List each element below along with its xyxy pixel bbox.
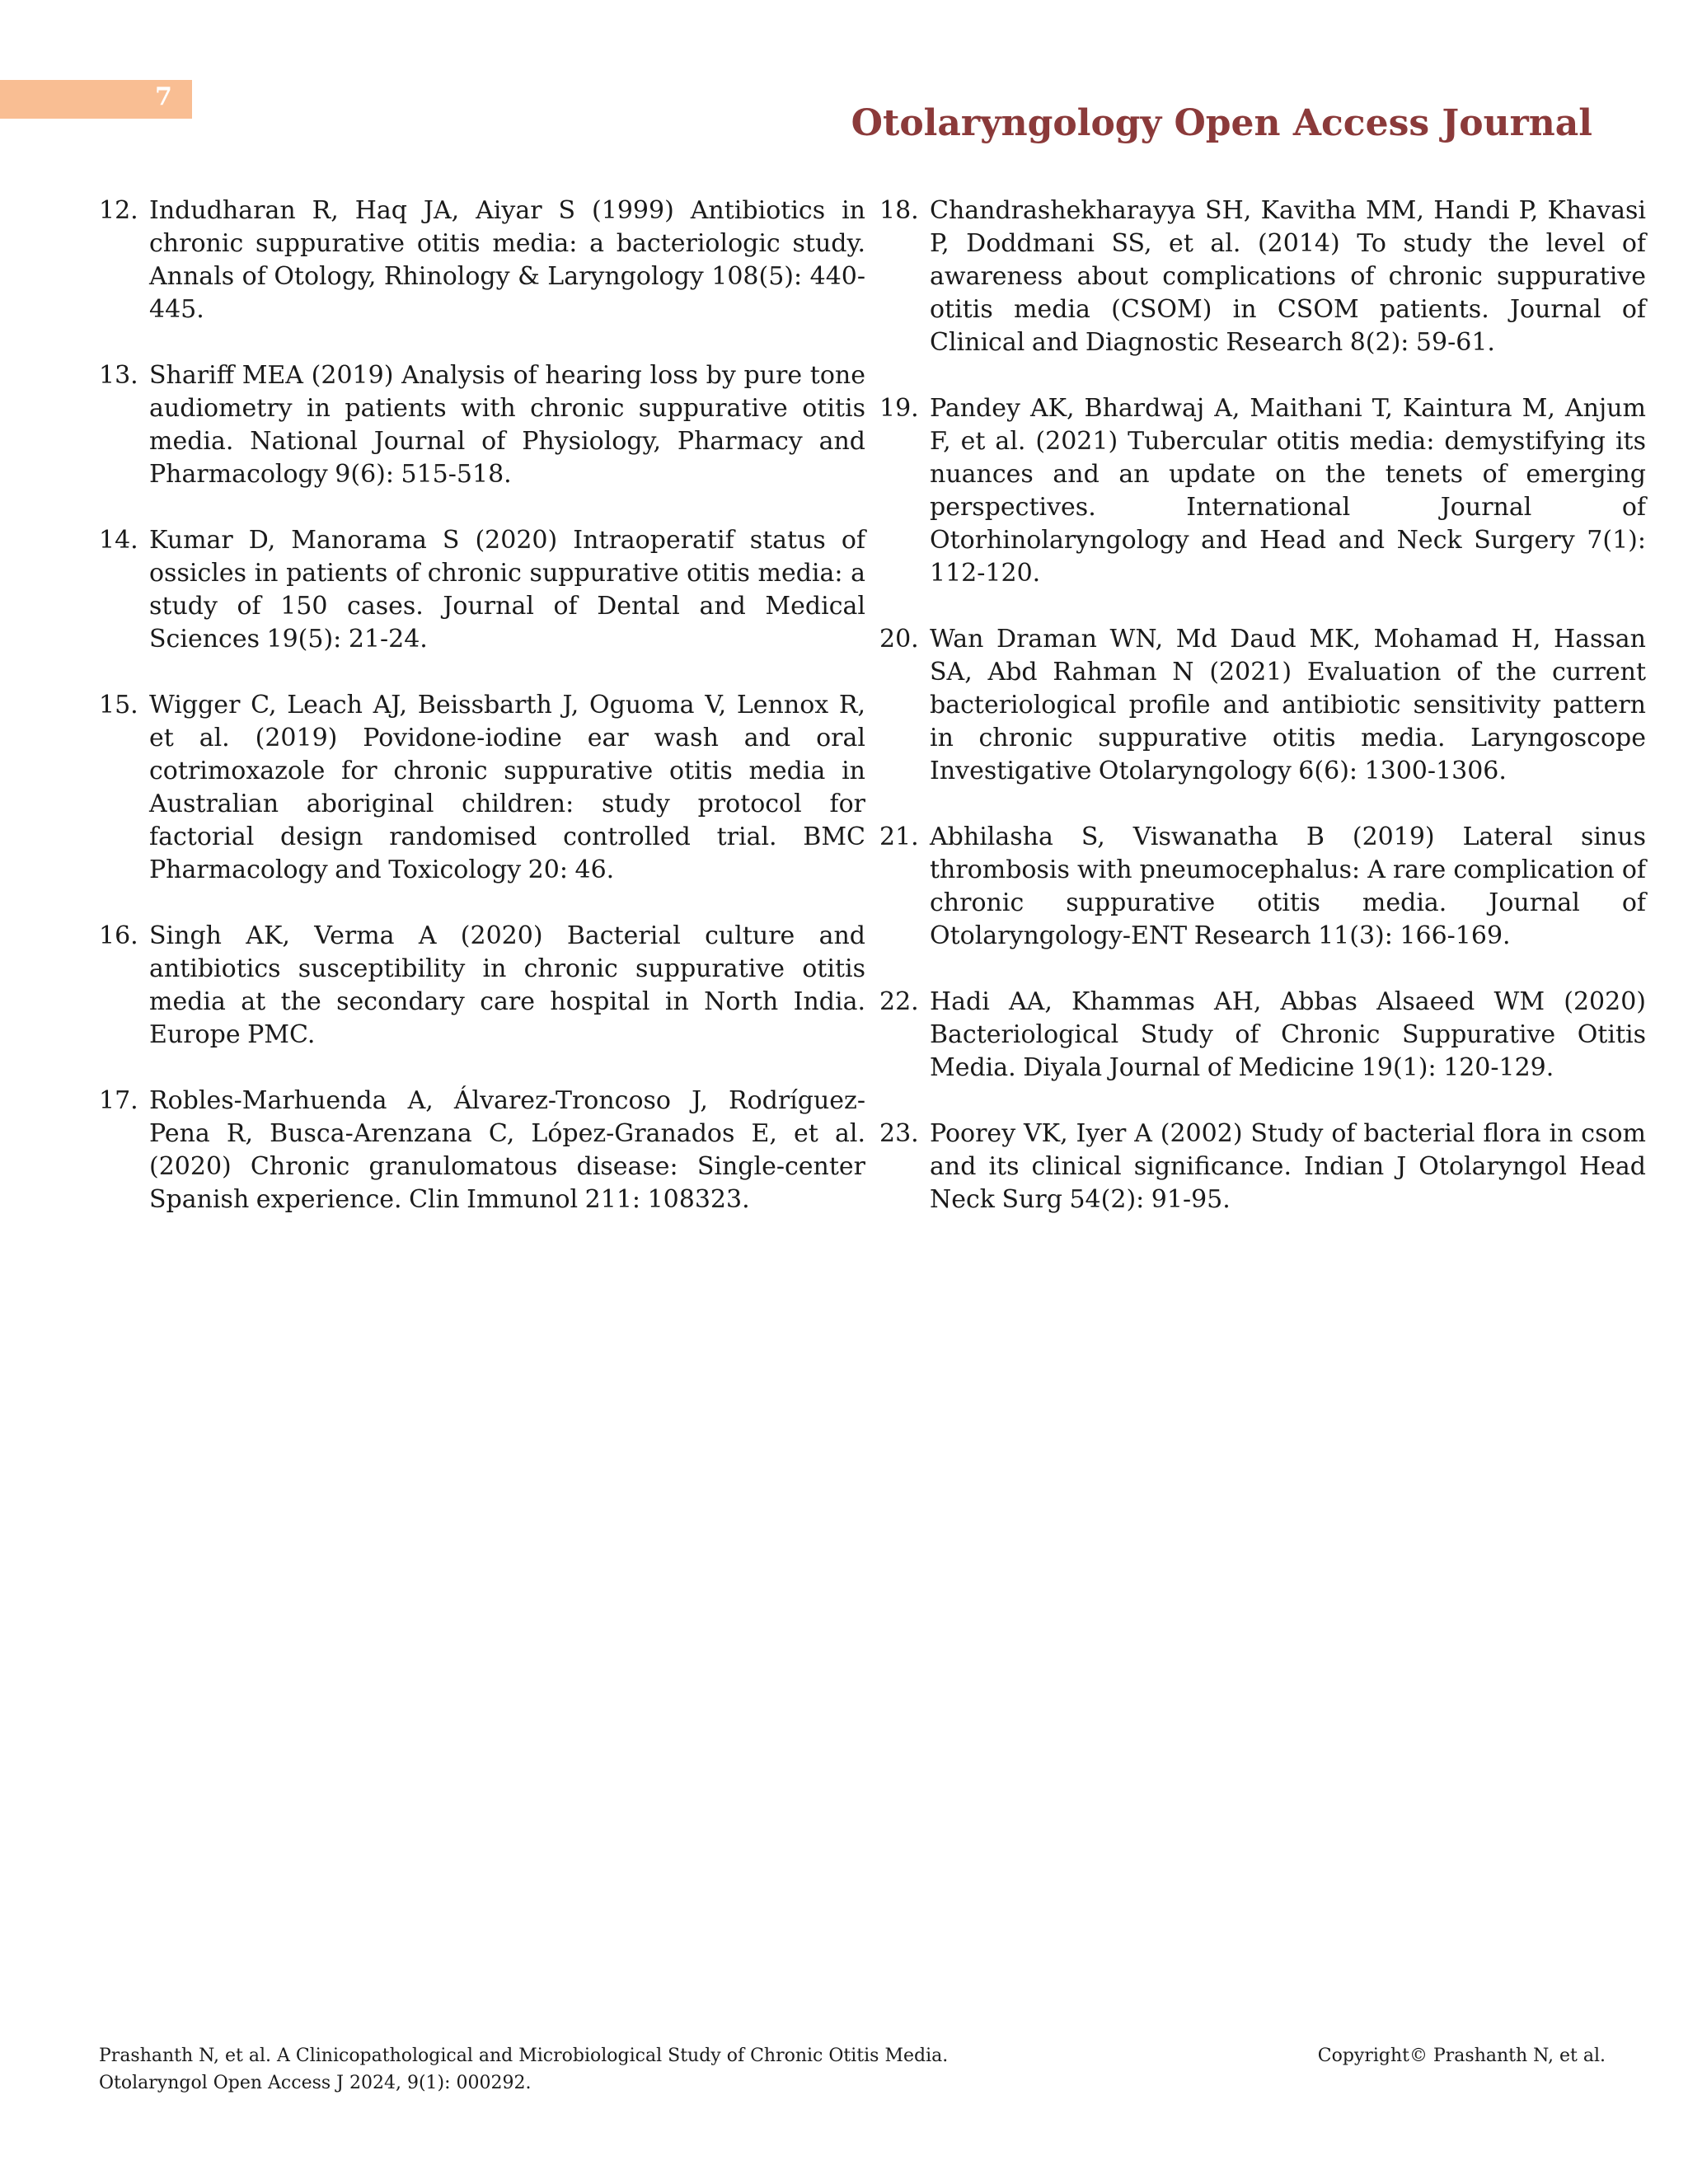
reference-text: Singh AK, Verma A (2020) Bacterial culture and antibiotics susceptibility in chronic suppurative otitis media at the secondary care hospital in North India. Europe PMC. bbox=[149, 921, 865, 1049]
reference-number: 14. bbox=[99, 526, 138, 555]
footer-citation-line-1: Prashanth N, et al. A Clinicopathological and Microbiological Study of Chronic Otitis Media. bbox=[99, 2046, 949, 2066]
reference-text: Indudharan R, Haq JA, Aiyar S (1999) Antibiotics in chronic suppurative otitis media: a bacteriologic study. Annals of Otology, Rhinology & Laryngology 108(5): 440-445. bbox=[149, 196, 865, 324]
reference-number: 17. bbox=[99, 1086, 138, 1115]
references-left-column bbox=[99, 194, 865, 1249]
reference-number: 22. bbox=[879, 987, 919, 1016]
footer-copyright: Copyright© Prashanth N, et al. bbox=[1317, 2046, 1606, 2066]
reference-number: 21. bbox=[879, 823, 919, 851]
footer-citation bbox=[99, 2042, 1047, 2097]
journal-title: Otolaryngology Open Access Journal bbox=[851, 102, 1592, 144]
reference-number: 12. bbox=[99, 196, 138, 225]
reference-number: 15. bbox=[99, 691, 138, 719]
reference-item bbox=[99, 1085, 865, 1216]
reference-item bbox=[99, 524, 865, 656]
reference-number: 20. bbox=[879, 625, 919, 654]
reference-item bbox=[879, 986, 1646, 1085]
footer-citation-line-2: Otolaryngol Open Access J 2024, 9(1): 000292. bbox=[99, 2073, 532, 2093]
reference-text: Hadi AA, Khammas AH, Abbas Alsaeed WM (2020) Bacteriological Study of Chronic Suppurative Otitis Media. Diyala Journal of Medicine 19(1): 120-129. bbox=[930, 987, 1646, 1082]
reference-item bbox=[879, 821, 1646, 953]
references-right-column bbox=[879, 194, 1646, 1249]
reference-item bbox=[99, 194, 865, 326]
reference-number: 18. bbox=[879, 196, 919, 225]
reference-item bbox=[879, 392, 1646, 590]
reference-number: 19. bbox=[879, 394, 919, 423]
reference-item bbox=[99, 689, 865, 887]
reference-number: 16. bbox=[99, 921, 138, 950]
reference-text: Poorey VK, Iyer A (2002) Study of bacterial flora in csom and its clinical significance. Indian J Otolaryngol Head Neck Surg 54(2): 91-95. bbox=[930, 1119, 1646, 1214]
reference-number: 13. bbox=[99, 361, 138, 390]
reference-text: Kumar D, Manorama S (2020) Intraoperatif status of ossicles in patients of chronic suppurative otitis media: a study of 150 cases. Journal of Dental and Medical Sciences 19(5): 21-24. bbox=[149, 526, 865, 654]
reference-item bbox=[99, 920, 865, 1052]
reference-text: Wan Draman WN, Md Daud MK, Mohamad H, Hassan SA, Abd Rahman N (2021) Evaluation of the current bacteriological profile and antibiotic sensitivity pattern in chronic suppurative otitis media. Laryngoscope Investigative Otolaryngology 6(6): 1300-1306. bbox=[930, 625, 1646, 785]
reference-text: Shariff MEA (2019) Analysis of hearing loss by pure tone audiometry in patients with chronic suppurative otitis media. National Journal of Physiology, Pharmacy and Pharmacology 9(6): 515-518. bbox=[149, 361, 865, 489]
reference-item bbox=[99, 359, 865, 491]
reference-text: Pandey AK, Bhardwaj A, Maithani T, Kaintura M, Anjum F, et al. (2021) Tubercular otitis media: demystifying its nuances and an update on the tenets of emerging perspectives. International Journal of Otorhinolaryngology and Head and Neck Surgery 7(1): 112-120. bbox=[930, 394, 1646, 588]
reference-number: 23. bbox=[879, 1119, 919, 1148]
reference-text: Abhilasha S, Viswanatha B (2019) Lateral sinus thrombosis with pneumocephalus: A rare complication of chronic suppurative otitis media. Journal of Otolaryngology-ENT Research 11(3): 166-169. bbox=[930, 823, 1646, 950]
page-number: 7 bbox=[155, 82, 172, 111]
reference-item bbox=[879, 1118, 1646, 1216]
reference-text: Robles-Marhuenda A, Álvarez-Troncoso J, Rodríguez-Pena R, Busca-Arenzana C, López-Granados E, et al. (2020) Chronic granulomatous disease: Single-center Spanish experience. Clin Immunol 211: 108323. bbox=[149, 1086, 865, 1214]
reference-item bbox=[879, 194, 1646, 359]
reference-item bbox=[879, 623, 1646, 788]
reference-text: Wigger C, Leach AJ, Beissbarth J, Oguoma V, Lennox R, et al. (2019) Povidone-iodine ear wash and oral cotrimoxazole for chronic suppurative otitis media in Australian aboriginal children: study protocol for factorial design randomised controlled trial. BMC Pharmacology and Toxicology 20: 46. bbox=[149, 691, 865, 884]
reference-text: Chandrashekharayya SH, Kavitha MM, Handi P, Khavasi P, Doddmani SS, et al. (2014) To study the level of awareness about complications of chronic suppurative otitis media (CSOM) in CSOM patients. Journal of Clinical and Diagnostic Research 8(2): 59-61. bbox=[930, 196, 1646, 357]
